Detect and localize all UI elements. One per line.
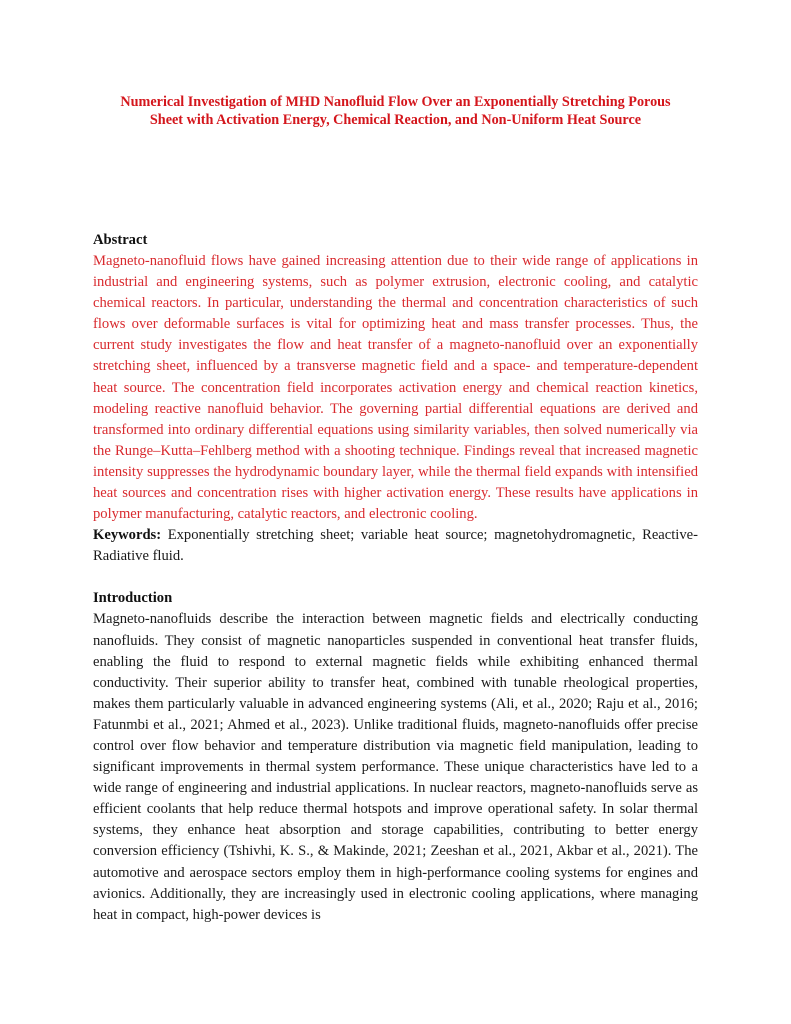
abstract-text: Magneto-nanofluid flows have gained increasing attention due to their wide range of applications in industrial and engineering systems, such as polymer extrusion, electronic cooling, and catalytic chemical reactors. In particular, understanding the thermal and concentration characteristics of such flows over deformable surfaces is vital for optimizing heat and mass transfer processes. Thus, the current study investigates the flow and heat transfer of a magneto-nanofluid over an exponentially stretching sheet, influenced by a transverse magnetic field and a space- and temperature-dependent heat source. The concentration field incorporates activation energy and chemical reaction kinetics, modeling reactive nanofluid behavior. The governing partial differential equations are derived and transformed into ordinary differential equations using similarity variables, then solved numerically via the Runge–Kutta–Fehlberg method with a shooting technique. Findings reveal that increased magnetic intensity suppresses the hydrodynamic boundary layer, while the thermal field expands with intensified heat sources and concentration rises with higher activation energy. These results have applications in polymer manufacturing, catalytic reactors, and electronic cooling. (93, 253, 698, 523)
keywords-text: Exponentially stretching sheet; variable heat source; magnetohydromagnetic, Reactive-Radiative fluid. (93, 527, 698, 565)
introduction-section (93, 588, 698, 925)
abstract-section (93, 230, 698, 525)
paper-title-line-1: Numerical Investigation of MHD Nanofluid Flow Over an Exponentially Stretching Porous (120, 94, 671, 110)
introduction-heading: Introduction (93, 590, 173, 607)
paper-title-line-2: Sheet with Activation Energy, Chemical Reaction, and Non-Uniform Heat Source (149, 112, 642, 128)
keywords-label: Keywords: (93, 527, 162, 544)
keywords (93, 525, 698, 567)
paper-title (80, 93, 711, 129)
paper-body (93, 230, 698, 926)
section-spacer (93, 567, 698, 588)
abstract-heading: Abstract (93, 232, 148, 248)
introduction-text: Magneto-nanofluids describe the interaction between magnetic fields and electrically conducting nanofluids. They consist of magnetic nanoparticles suspended in conventional heat transfer fluids, enabling the fluid to respond to external magnetic fields while exhibiting enhanced thermal conductivity. Their superior ability to transfer heat, combined with tunable rheological properties, makes them particularly valuable in advanced engineering systems (Ali, et al., 2020; Raju et al., 2016; Fatunmbi et al., 2021; Ahmed et al., 2023). Unlike traditional fluids, magneto-nanofluids offer precise control over flow behavior and temperature distribution via magnetic field manipulation, leading to significant improvements in thermal system performance. These unique characteristics have led to a wide range of engineering and industrial applications. In nuclear reactors, magneto-nanofluids serve as efficient coolants that help reduce thermal hotspots and improve operational safety. In solar thermal systems, they enhance heat absorption and storage capabilities, contributing to better energy conversion efficiency (Tshivhi, K. S., & Makinde, 2021; Zeeshan et al., 2021, Akbar et al., 2021). The automotive and aerospace sectors employ them in high-performance cooling systems for engines and avionics. Additionally, they are increasingly used in electronic cooling applications, where managing heat in compact, high-power devices is (93, 611, 698, 923)
